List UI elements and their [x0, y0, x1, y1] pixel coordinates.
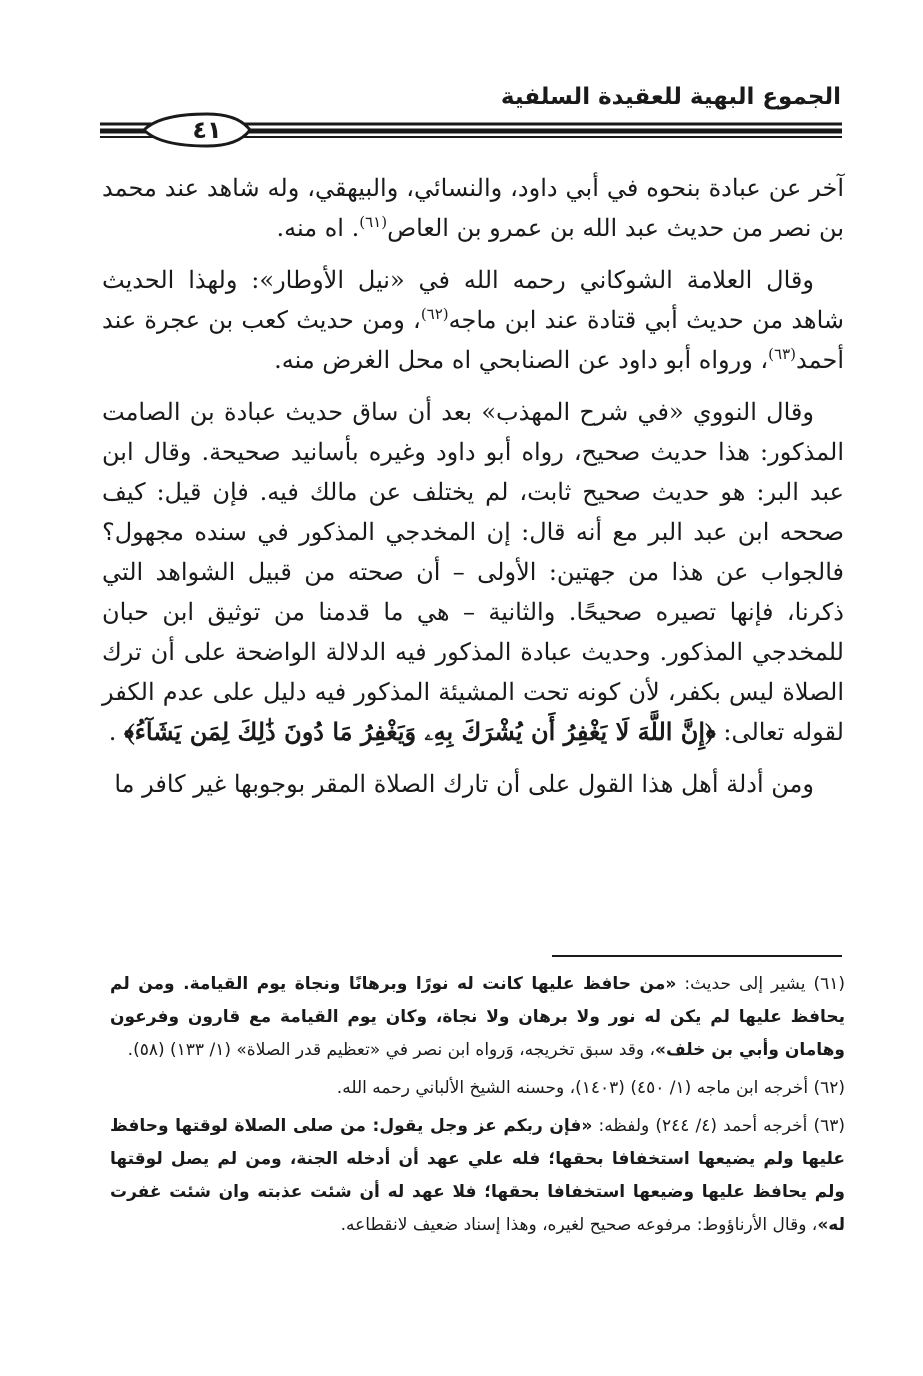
footnote-63: (٦٣) أخرجه أحمد (٤/ ٢٤٤) ولفظه: «فإن ربكم عز وجل يقول: من صلى الصلاة لوقتها وحافظ عليها ولم يضيعها استخفافا بحقها؛ فله علي عهد أن أدخله الجنة، ومن لم يصل لوقتها ولم يحافظ عليها وضيعها استخفافا بحقها؛ فلا عهد له أن شئت عذبته وان شئت غفرت له»، وقال الأرناؤوط: مرفوعه صحيح لغيره، وهذا إسناد ضعيف لانقطاعه.	[110, 1116, 846, 1235]
paragraph-2: وقال العلامة الشوكاني رحمه الله في «نيل الأوطار»: ولهذا الحديث شاهد من حديث أبي قتادة عند ابن ماجه$^{(٦٢)}$، ومن حديث كعب بن عجرة عند أحمد$^{(٦٣)}$، ورواه أبو داود عن الصنابحي اه محل الغرض منه.	[102, 266, 845, 374]
footnote-61: (٦١) يشير إلى حديث: «من حافظ عليها كانت له نورًا وبرهانًا ونجاة يوم القيامة. ومن لم يحافظ عليها لم يكن له نور ولا برهان ولا نجاة، وكان يوم القيامة مع قارون وفرعون وهامان وأبي بن خلف»، وقد سبق تخريجه، وَرواه ابن نصر في «تعظيم قدر الصلاة» (١/ ١٣٣) (٥٨).	[110, 974, 846, 1060]
footnote-62: (٦٢) أخرجه ابن ماجه (١/ ٤٥٠) (١٤٠٣)، وحسنه الشيخ الألباني رحمه الله.	[336, 1078, 845, 1098]
footnote-ref: (٦٢)	[420, 305, 449, 323]
paragraph-3: وقال النووي «في شرح المهذب» بعد أن ساق حديث عبادة بن الصامت المذكور: هذا حديث صحيح، رواه أبو داود وغيره بأسانيد صحيحة. وقال ابن عبد البر: هو حديث صحيح ثابت، لم يختلف عن مالك فيه. فإن قيل: كيف صححه ابن عبد البر مع أنه قال: إن المخدجي المذكور في سنده مجهول؟ فالجواب عن هذا من جهتين: الأولى – أن صحته من قبيل الشواهد التي ذكرنا، فإنها تصيره صحيحًا. والثانية – هي ما قدمنا من توثيق ابن حبان للمخدجي المذكور. وحديث عبادة المذكور فيه الدلالة الواضحة على أن ترك الصلاة ليس بكفر، لأن كونه تحت المشيئة المذكور فيه دليل على عدم الكفر لقوله تعالى: ﴿إِنَّ اللَّهَ لَا يَغْفِرُ أَن يُشْرَكَ بِهِۦ وَيَغْفِرُ مَا دُونَ ذَٰلِكَ لِمَن يَشَآءُ﴾ .	[102, 398, 844, 746]
running-header-title: الجموع البهية للعقيدة السلفية	[500, 84, 841, 110]
main-text	[102, 168, 844, 804]
quran-verse: ﴿إِنَّ اللَّهَ لَا يَغْفِرُ أَن يُشْرَكَ بِهِۦ وَيَغْفِرُ مَا دُونَ ذَٰلِكَ لِمَن يَشَآءُ﴾	[124, 717, 716, 746]
page-number: ٤١	[192, 116, 222, 144]
footnote-ref: (٦٣)	[768, 345, 797, 363]
footnote-ref: (٦١)	[359, 213, 388, 231]
paragraph-1: آخر عن عبادة بنحوه في أبي داود، والنسائي، والبيهقي، وله شاهد عند محمد بن نصر من حديث عبد الله بن عمرو بن العاص$^{(٦١)}$. اه منه.	[102, 174, 844, 242]
footnote-separator	[552, 955, 842, 957]
footnotes	[110, 968, 845, 1247]
paragraph-4: ومن أدلة أهل هذا القول على أن تارك الصلاة المقر بوجوبها غير كافر ما	[114, 770, 814, 798]
